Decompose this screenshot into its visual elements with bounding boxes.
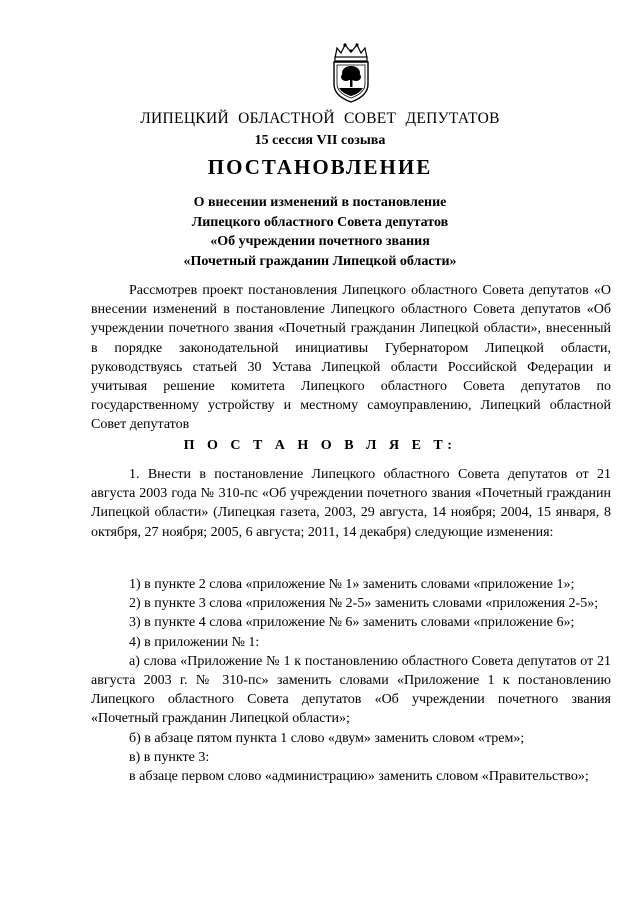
change-item: 1) в пункте 2 слова «приложение № 1» заменить словами «приложение 1»;	[129, 577, 575, 592]
session-number: 15 сессия VII созыва	[254, 133, 386, 148]
council-name: ЛИПЕЦКИЙ ОБЛАСТНОЙ СОВЕТ ДЕПУТАТОВ	[140, 110, 500, 127]
change-item: 4) в приложении № 1:	[129, 634, 260, 650]
preamble-block	[91, 281, 611, 435]
title-line: «Почетный гражданин Липецкой области»	[183, 253, 457, 269]
title-line: О внесении изменений в постановление	[193, 195, 447, 210]
document-type-heading: ПОСТАНОВЛЕНИЕ	[207, 155, 433, 179]
preamble-paragraph: Рассмотрев проект постановления Липецкого областного Совета депутатов «О внесении изменений в постановление Липецкого областного Совета депутатов «Об учреждении почетного звания «Почетный гражданин Липецкой области», внесенный в порядке законодательной инициативы Губернатором Липецкой области, руководствуясь статьей 30 Устава Липецкой области Российской Федерации и учитывая решение комитета Липецкого областного Совета депутатов по государственному устройству и местному самоуправлению, Липецкий областной Совет депутатов	[91, 283, 611, 433]
decree-word: П О С Т А Н О В Л Я Е Т:	[183, 438, 457, 453]
title-line: Липецкого областного Совета депутатов	[191, 214, 449, 230]
coat-of-arms-emblem	[326, 40, 376, 106]
change-item: а) слова «Приложение № 1 к постановлению областного Совета депутатов от 21 августа 2003 г. № 310-пс» заменить словами «Приложение 1 к постановлению Липецкого областного Совета депутатов «Об учреждении почетного звания «Почетный гражданин Липецкой области»;	[91, 653, 611, 727]
change-item: б) в абзаце пятом пункта 1 слово «двум» заменить словом «трем»;	[129, 730, 525, 746]
change-item: 3) в пункте 4 слова «приложение № 6» заменить словами «приложение 6»;	[129, 615, 575, 631]
change-item: в абзаце первом слово «администрацию» заменить словом «Правительство»;	[129, 769, 589, 785]
document-title	[0, 193, 640, 271]
change-item: в) в пункте 3:	[129, 749, 210, 765]
point-1-paragraph: 1. Внести в постановление Липецкого областного Совета депутатов от 21 августа 2003 года № 310-пс «Об учреждении почетного звания «Почетный гражданин Липецкой области» (Липецкая газета, 2003, 29 августа, 14 ноября; 2004, 15 января, 8 октября, 27 ноября; 2005, 6 августа; 2011, 14 декабря) следующие изменения:	[91, 467, 611, 540]
change-item: 2) в пункте 3 слова «приложения № 2-5» заменить словами «приложения 2-5»;	[129, 596, 599, 612]
title-line: «Об учреждении почетного звания	[210, 234, 430, 249]
changes-list	[91, 575, 611, 786]
point-1-block	[91, 465, 611, 542]
